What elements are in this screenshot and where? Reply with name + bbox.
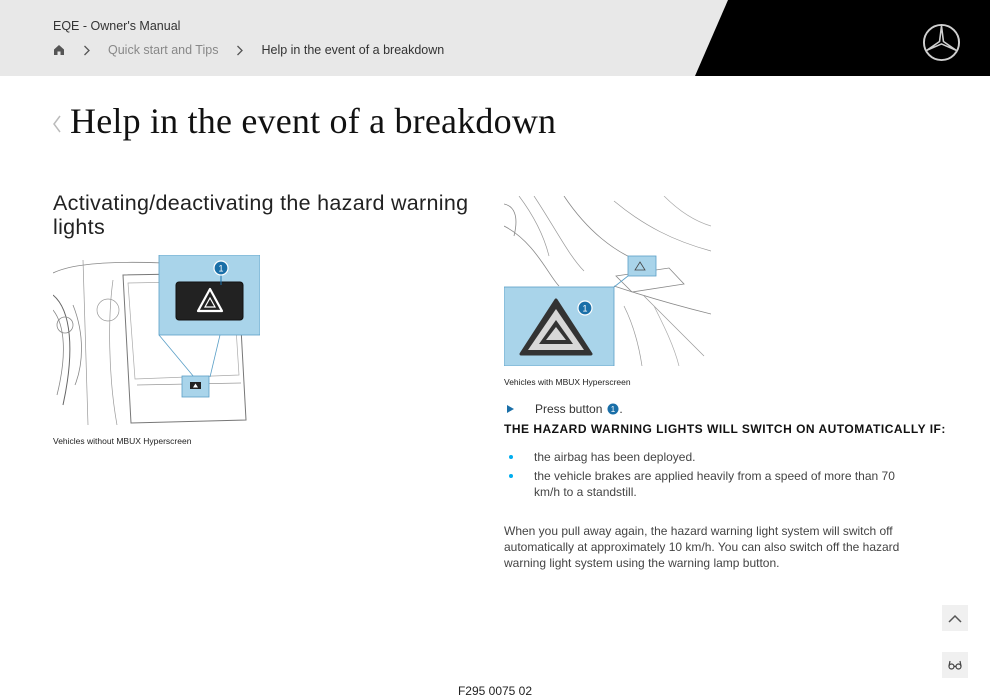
scroll-to-top-button[interactable]: [942, 605, 968, 631]
bullet-dot-icon: [509, 474, 513, 478]
breadcrumb-link-quick-start[interactable]: Quick start and Tips: [108, 43, 219, 57]
illustration-without-hyperscreen: [53, 255, 260, 425]
list-item-text: the airbag has been deployed.: [534, 450, 696, 464]
play-arrow-icon: [506, 404, 516, 414]
list-item: [504, 449, 904, 465]
figure-code: F295 0075 02: [457, 684, 533, 698]
step-text: Press button: [535, 402, 603, 416]
home-icon[interactable]: [53, 44, 65, 56]
condition-list: [504, 449, 904, 503]
breadcrumb: [53, 42, 444, 58]
page-title: Help in the event of a breakdown: [70, 101, 557, 141]
instruction-step: [506, 402, 623, 416]
info-paragraph: When you pull away again, the hazard warning light system will switch off automatically at approximately 10 km/h. You can also switch off the hazard warning light system using the warning lamp button.: [504, 524, 900, 570]
auto-switch-heading: THE HAZARD WARNING LIGHTS WILL SWITCH ON AUTOMATICALLY IF:: [504, 422, 946, 436]
bullet-dot-icon: [509, 455, 513, 459]
illustration-with-hyperscreen: [504, 196, 711, 366]
chevron-right-icon: [236, 44, 246, 56]
callout-badge-1: 1: [582, 303, 588, 314]
breadcrumb-current: Help in the event of a breakdown: [261, 43, 445, 57]
chevron-left-icon[interactable]: [51, 112, 63, 136]
section-heading: Activating/deactivating the hazard warning lights: [53, 191, 469, 239]
app-title: EQE - Owner's Manual: [53, 19, 181, 33]
glasses-icon: [948, 660, 962, 670]
chevron-right-icon: [83, 44, 93, 56]
step-suffix: .: [619, 402, 623, 416]
list-item: [504, 468, 904, 500]
reading-glasses-button[interactable]: [942, 652, 968, 678]
callout-badge-1: 1: [218, 263, 224, 274]
three-pointed-star-logo[interactable]: [922, 23, 961, 62]
step-badge-number: 1: [611, 405, 616, 414]
button-badge-icon: [607, 403, 619, 415]
caption-with-hyperscreen: Vehicles with MBUX Hyperscreen: [504, 377, 631, 387]
caption-without-hyperscreen: Vehicles without MBUX Hyperscreen: [53, 436, 192, 446]
list-item-text: the vehicle brakes are applied heavily from a speed of more than 70 km/h to a standstill.: [534, 469, 895, 499]
chevron-up-icon: [948, 614, 962, 623]
